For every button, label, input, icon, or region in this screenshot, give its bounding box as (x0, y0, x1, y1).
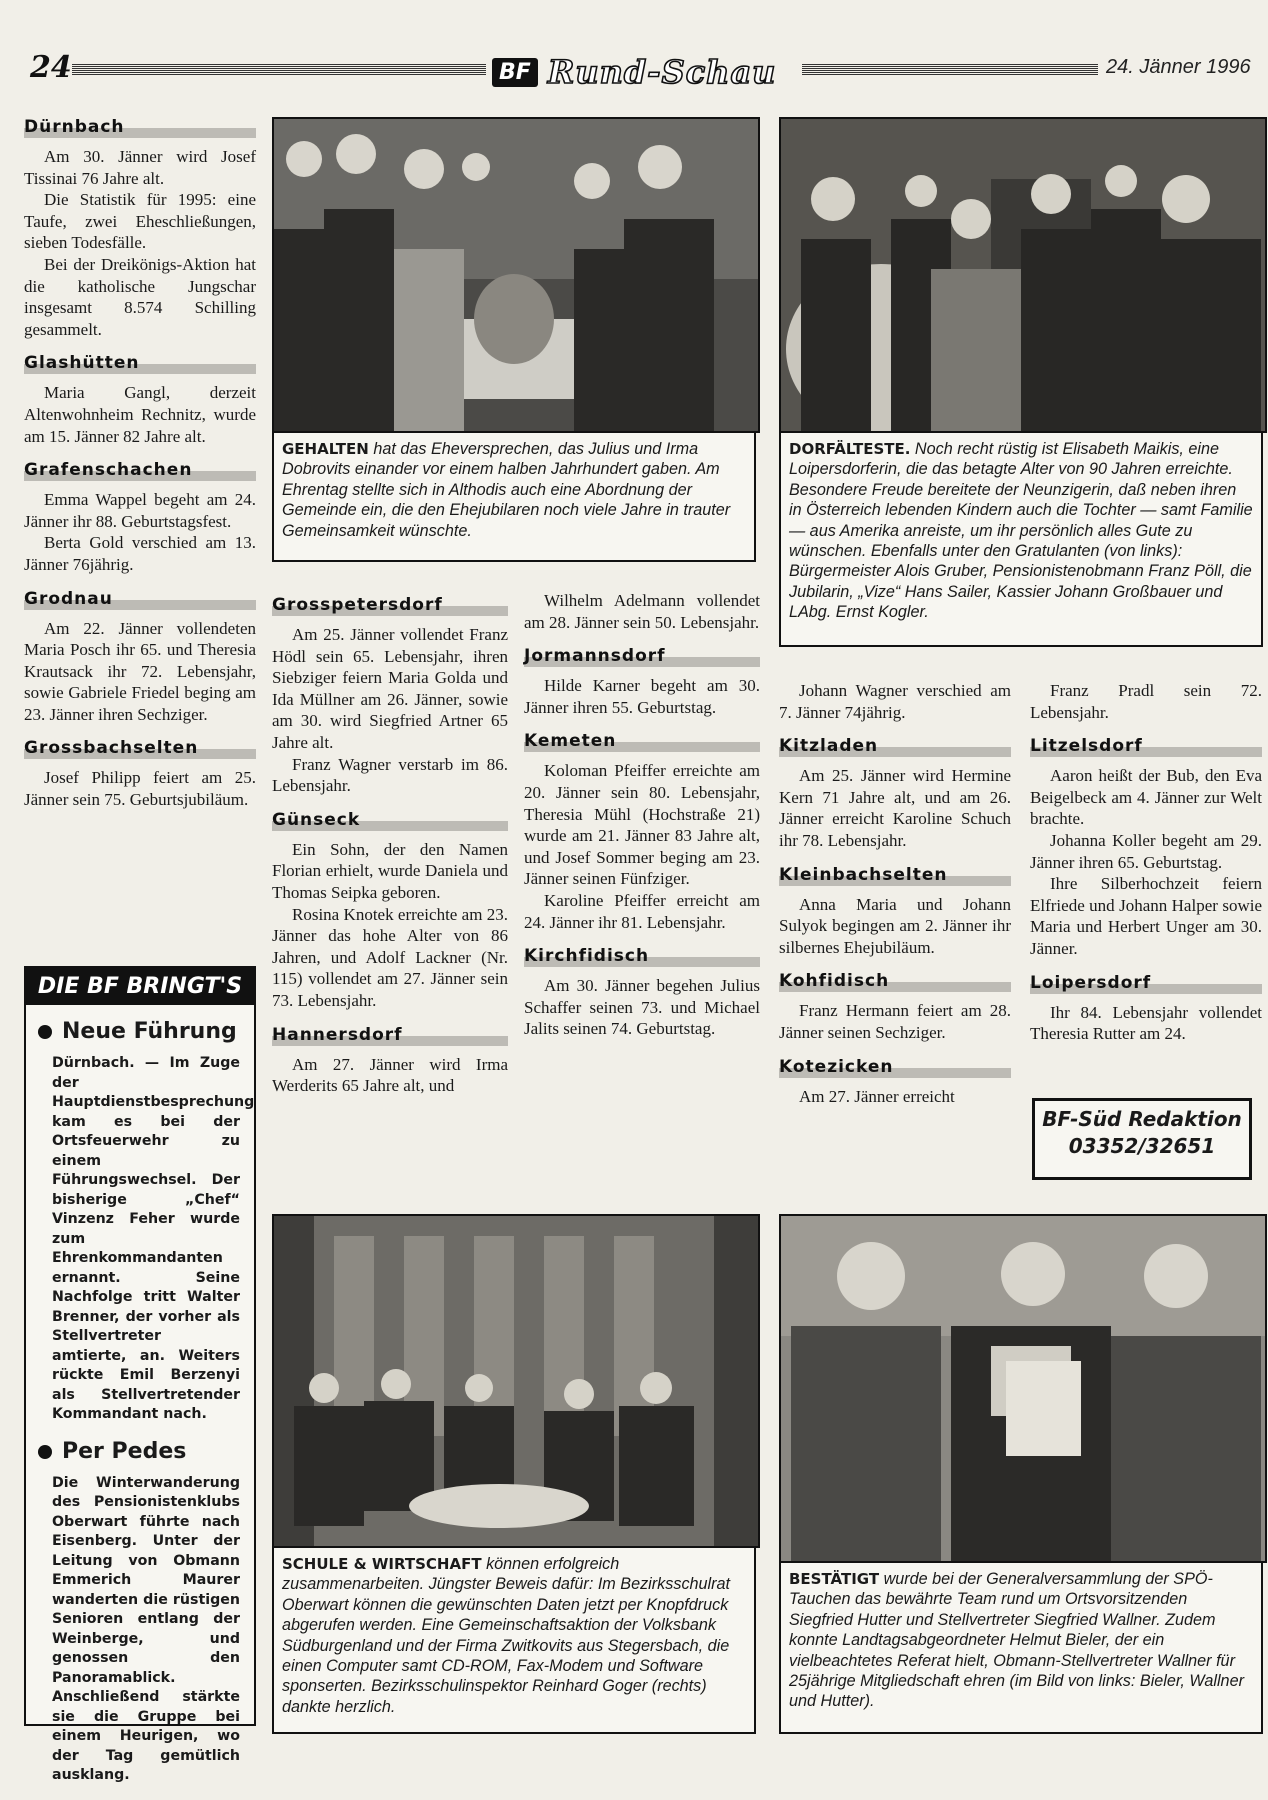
article-text: Am 27. Jänner wird Irma Werderits 65 Jahre alt, und (272, 1054, 508, 1096)
article-text: Johann Wagner verschied am 7. Jänner 74jährig. (779, 681, 1011, 722)
section-heading: Grossbachselten (24, 735, 256, 761)
header-rule-left (72, 64, 486, 75)
article-text: Wilhelm Adelmann vollendet am 28. Jänner sein 50. Lebensjahr. (524, 591, 760, 632)
photo-caption (779, 431, 1263, 647)
article-text: Am 25. Jänner vollendet Franz Hödl sein 65. Lebensjahr, ihren Siebziger feiern Maria Golda und Ida Müllner am 26. Jänner, sowie am 30. wird Siegfried Artner 65 Jahre alt. (272, 625, 508, 752)
article-text: Am 30. Jänner begehen Julius Schaffer seinen 73. und Michael Jalits seinen 74. Geburtstag. (524, 976, 760, 1039)
section-heading: Günseck (272, 807, 508, 833)
column-2 (272, 592, 508, 1097)
caption-text: Noch recht rüstig ist Elisabeth Maikis, eine Loipersdorferin, die das betagte Alter von 90 Jahren erreichte. Besondere Freude bereitete der Neunzigerin, daß neben ihren in Österreich lebenden Kindern auch die Tochter — samt Familie — aus Amerika anreiste, um ihr persönlich alles Gute zu wünschen. Ebenfalls unter den Gratulanten (von links): Bürgermeister Alois Gruber, Pensionistenobmann Franz Pöll, die Jubilarin, „Vize“ Hans Sailer, Kassier Johann Großbauer und LAbg. Ernst Kogler. (789, 440, 1253, 622)
section-heading: Kohfidisch (779, 968, 1011, 994)
photo-anniversary (272, 117, 760, 433)
column-4 (779, 680, 1011, 1107)
caption-text: wurde bei der Generalversammlung der SPÖ-Tauchen das bewährte Team rund um Ortsvorsitzenden Siegfried Hutter und Stellvertreter Siegfried Wallner. Zudem konnte Landtagsabgeordneter Helmut Bieler, der ein vielbeachtetes Referat hielt, Obmann-Stellvertreter Wallner für 25jährige Mitgliedschaft ehren (im Bild von links: Bieler, Wallner und Hutter). (789, 1570, 1244, 1711)
column-5 (1030, 680, 1262, 1045)
bf-bringts-box (24, 966, 256, 1783)
section-heading: Grodnau (24, 586, 256, 612)
caption-lead: SCHULE & WIRTSCHAFT (282, 1555, 482, 1573)
redaktion-phone: 03352/32651 (1068, 1134, 1216, 1158)
masthead-logo (492, 52, 792, 92)
article-text: Ihr 84. Lebensjahr vollendet Theresia Rutter am 24. (1030, 1002, 1262, 1044)
article-text: Bei der Dreikönigs-Aktion hat die katholische Jungschar insgesamt 8.574 Schilling gesammelt. (24, 254, 256, 339)
photo-village-eldest (779, 117, 1267, 433)
section-heading: Litzelsdorf (1030, 733, 1262, 759)
article-text: Franz Wagner verstarb im 86. Lebensjahr. (272, 754, 508, 796)
column-3 (524, 590, 760, 1040)
section-heading: Kotezicken (779, 1054, 1011, 1080)
section-heading: Jormannsdorf (524, 643, 760, 669)
page-number: 24 (30, 50, 72, 85)
section-heading: Hannersdorf (272, 1022, 508, 1048)
redaktion-box (1032, 1098, 1252, 1180)
photo-caption (779, 1561, 1263, 1734)
caption-text: können erfolgreich zusammenarbeiten. Jüngster Beweis dafür: Im Bezirksschulrat Oberwart können die gewünschten Daten jetzt per Knopfdruck abgerufen werden. Eine Gemeinschaftsaktion der Volksbank Südburgenland und der Firma Zwitkovits aus Stegersbach, die einen Computer samt CD-ROM, Fax-Modem und Software sponserten. Bezirksschulinspektor Reinhard Goger (rechts) dankte herzlich. (282, 1555, 731, 1716)
caption-lead: GEHALTEN (282, 440, 369, 458)
bullet-icon (38, 1445, 52, 1459)
bullet-icon (38, 1025, 52, 1039)
caption-lead: BESTÄTIGT (789, 1570, 880, 1588)
article-text: Johanna Koller begeht am 29. Jänner ihren 65. Geburtstag. (1030, 830, 1262, 872)
section-heading: Kirchfidisch (524, 943, 760, 969)
article-text: Am 27. Jänner erreicht (799, 1086, 955, 1106)
box-item-title: Neue Führung (38, 1019, 254, 1044)
section-heading: Grafenschachen (24, 457, 256, 483)
article-text: Rosina Knotek erreichte am 23. Jänner das hohe Alter von 86 Jahren, und Adolf Lackner (Nr. 115) vollendet am 27. Jänner sein 73. Lebensjahr. (272, 904, 508, 1010)
issue-date: 24. Jänner 1996 (1106, 56, 1251, 78)
article-text: Am 30. Jänner wird Josef Tissinai 76 Jahre alt. (24, 147, 256, 188)
article-text: Maria Gangl, derzeit Altenwohnheim Rechnitz, wurde am 15. Jänner 82 Jahre alt. (24, 383, 256, 446)
article-text: Die Statistik für 1995: eine Taufe, zwei Eheschließungen, sieben Todesfälle. (24, 190, 256, 253)
box-item-title: Per Pedes (38, 1439, 254, 1464)
article-text: Franz Pradl sein 72. Lebensjahr. (1030, 681, 1262, 722)
article-text: Ein Sohn, der den Namen Florian erhielt, wurde Daniela und Thomas Seipka geboren. (272, 839, 508, 902)
section-heading: Loipersdorf (1030, 970, 1262, 996)
article-text: Emma Wappel begeht am 24. Jänner ihr 88. Geburtstagsfest. (24, 490, 256, 531)
article-text: Franz Hermann feiert am 28. Jänner seinen Sechziger. (779, 1001, 1011, 1042)
box-title: DIE BF BRINGT'S (26, 968, 254, 1005)
column-1 (24, 114, 256, 811)
article-text: Koloman Pfeiffer erreichte am 20. Jänner sein 80. Lebensjahr, Theresia Mühl (Hochstraße 21) wurde am 21. Jänner 83 Jahre alt, und Josef Sommer beging am 23. Jänner seinen Fünfziger. (524, 761, 760, 889)
photo-caption (272, 1546, 756, 1734)
caption-text: hat das Eheversprechen, das Julius und Irma Dobrovits einander vor einem halben Jahrhundert gaben. Am Ehrentag stellte sich in Althodis auch eine Abordnung der Gemeinde ein, die den Ehejubilaren noch viele Jahre in trauter Gemeinsamkeit wünschte. (282, 440, 731, 540)
box-item-text: Dürnbach. — Im Zuge der Hauptdienstbesprechung kam es bei der Ortsfeuerwehr zu einem Führungswechsel. Der bisherige „Chef“ Vinzenz Feher wurde zum Ehrenkommandanten ernannt. Seine Nachfolge tritt Walter Brenner, der vorher als Stellvertreter amtierte, an. Weiters rückte Emil Berzenyi als Stellvertretender Kommandant nach. (52, 1055, 255, 1422)
header-rule-right (802, 64, 1098, 75)
photo-school-business (272, 1214, 760, 1548)
photo-spoe-tauchen (779, 1214, 1267, 1563)
section-heading: Glashütten (24, 350, 256, 376)
article-text: Josef Philipp feiert am 25. Jänner sein 75. Geburtsjubiläum. (24, 768, 256, 810)
section-heading: Grosspetersdorf (272, 592, 508, 618)
box-item-text: Die Winterwanderung des Pensionistenklubs Oberwart führte nach Eisenberg. Unter der Leitung von Obmann Emmerich Maurer wanderten die rüstigen Senioren entlang der Weinberge, und genossen den Panoramablick. Anschließend stärkte sie die Gruppe bei einem Heurigen, wo der Tag gemütlich ausklang. (52, 1474, 240, 1783)
caption-lead: DORFÄLTESTE. (789, 440, 911, 458)
article-text: Berta Gold verschied am 13. Jänner 76jährig. (24, 533, 256, 574)
section-heading: Kitzladen (779, 733, 1011, 759)
section-heading: Kleinbachselten (779, 862, 1011, 888)
article-text: Aaron heißt der Bub, den Eva Beigelbeck am 4. Jänner zur Welt brachte. (1030, 766, 1262, 829)
article-text: Karoline Pfeiffer erreicht am 24. Jänner ihr 81. Lebensjahr. (524, 890, 760, 932)
article-text: Am 22. Jänner vollendeten Maria Posch ihr 65. und Theresia Krautsack ihr 72. Lebensjahr, sowie Gabriele Friedel beging am 23. Jänner ihren Sechziger. (24, 618, 256, 724)
redaktion-name: BF-Süd Redaktion (1042, 1107, 1242, 1131)
masthead-title: Rund-Schau (547, 53, 777, 91)
article-text: Anna Maria und Johann Sulyok begingen am 2. Jänner ihr silbernes Ehejubiläum. (779, 894, 1011, 957)
section-heading: Dürnbach (24, 114, 256, 140)
section-heading: Kemeten (524, 728, 760, 754)
article-text: Am 25. Jänner wird Hermine Kern 71 Jahre alt, und am 26. Jänner erreicht Karoline Schuch ihr 78. Lebensjahr. (779, 766, 1011, 850)
photo-caption (272, 431, 756, 562)
bf-logo: BF (492, 58, 538, 87)
article-text: Ihre Silberhochzeit feiern Elfriede und Johann Halper sowie Maria und Herbert Unger am 30. Jänner. (1030, 874, 1262, 958)
article-text: Hilde Karner begeht am 30. Jänner ihren 55. Geburtstag. (524, 676, 760, 717)
